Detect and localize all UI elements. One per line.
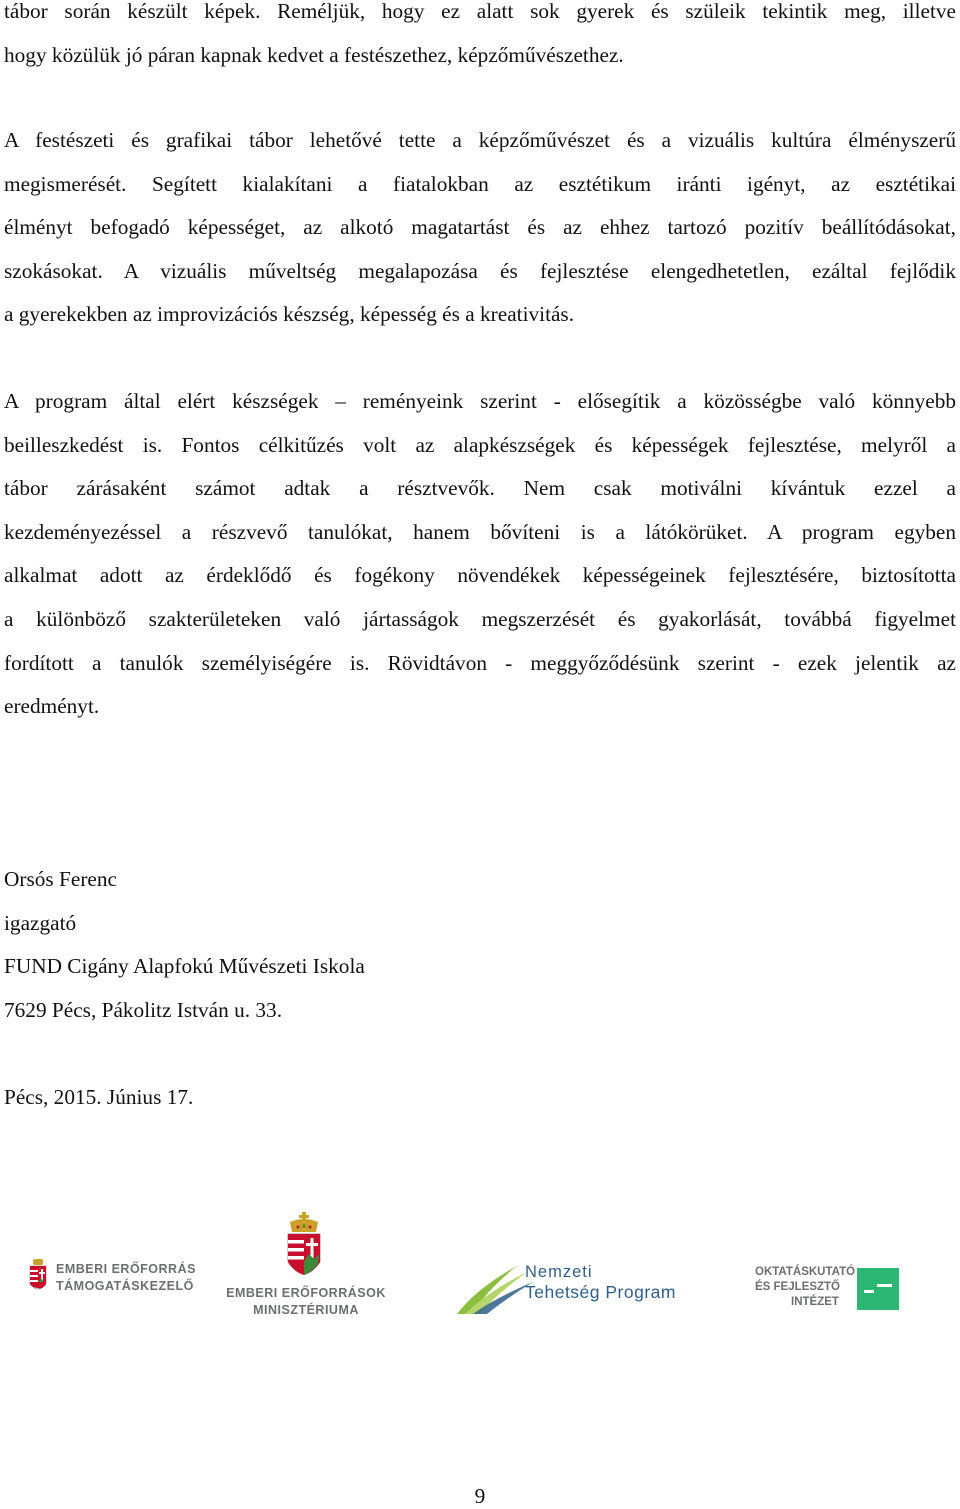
ntp-logo-line1: Nemzeti xyxy=(525,1263,593,1281)
ofi-logo-line1: OKTATÁSKUTATÓ xyxy=(755,1266,856,1278)
paragraph-3 xyxy=(4,380,956,729)
paragraph-line: tábor során készült képek. Reméljük, hogy ez alatt sok gyerek és szüleik tekintik meg, illetve xyxy=(4,0,956,23)
eet-logo-line1: EMBERI ERŐFORRÁS xyxy=(56,1262,196,1276)
ofi-logo-line2: ÉS FEJLESZTŐ xyxy=(755,1281,840,1293)
eet-logo xyxy=(28,1258,203,1298)
paragraph-1 xyxy=(4,0,956,77)
hungarian-coat-of-arms-icon xyxy=(284,1212,324,1284)
paragraph-line: A festészeti és grafikai tábor lehetővé tette a képzőművészet és a vizuális kultúra élményszerű xyxy=(4,128,956,152)
paragraph-line: tábor zárásaként számot adtak a résztvevők. Nem csak motiválni kívántuk ezzel a xyxy=(4,476,956,501)
signature-institution: FUND Cigány Alapfokú Művészeti Iskola xyxy=(4,954,365,978)
emmi-logo-line2: MINISZTÉRIUMA xyxy=(253,1303,359,1317)
paragraph-line: beilleszkedést is. Fontos célkitűzés volt az alapkészségek és képességek fejlesztése, melyről a xyxy=(4,432,956,457)
paragraph-line: A program által elért készségek – reményeink szerint - elősegítik a közösségbe való könnyebb xyxy=(4,389,956,413)
paragraph-line: a gyerekekben az improvizációs készség, képesség és a kreativitás. xyxy=(4,302,575,327)
page-number: 9 xyxy=(474,1484,486,1508)
emmi-logo xyxy=(226,1212,386,1320)
paragraph-line: eredményt. xyxy=(4,694,100,719)
eet-logo-line2: TÁMOGATÁSKEZELŐ xyxy=(56,1279,194,1293)
ntp-logo xyxy=(455,1262,685,1318)
ofi-square-icon xyxy=(857,1268,899,1310)
ofi-logo xyxy=(755,1266,905,1314)
paragraph-line: szokásokat. A vizuális műveltség megalapozása és fejlesztése elengedhetetlen, ezáltal fejlődik xyxy=(4,258,956,283)
emmi-logo-line1: EMBERI ERŐFORRÁSOK xyxy=(226,1286,386,1300)
signature-role: igazgató xyxy=(4,911,77,935)
signature-name: Orsós Ferenc xyxy=(4,867,117,891)
ofi-logo-line3: INTÉZET xyxy=(791,1296,839,1308)
paragraph-line: kezdeményezéssel a részvevő tanulókat, hanem bővíteni is a látókörüket. A program egyben xyxy=(4,519,956,544)
hungarian-coat-of-arms-icon xyxy=(28,1258,48,1296)
paragraph-line: alkalmat adott az érdeklődő és fogékony növendékek képességeinek fejlesztésére, biztosította xyxy=(4,563,956,588)
paragraph-line: a különböző szakterületeken való jártasságok megszerzését és gyakorlását, továbbá figyelmet xyxy=(4,606,956,631)
swoosh-icon xyxy=(455,1262,535,1316)
date-line: Pécs, 2015. Június 17. xyxy=(4,1085,194,1109)
paragraph-line: megismerését. Segített kialakítani a fiatalokban az esztétikum iránti igényt, az esztétikai xyxy=(4,171,956,196)
paragraph-line: fordított a tanulók személyiségére is. Rövidtávon - meggyőződésünk szerint - ezek jelentik az xyxy=(4,650,956,675)
paragraph-line: hogy közülük jó páran kapnak kedvet a festészethez, képzőművészethez. xyxy=(4,42,624,67)
signature-address: 7629 Pécs, Pákolitz István u. 33. xyxy=(4,998,283,1022)
ntp-logo-line2: Tehetség Program xyxy=(525,1282,676,1302)
paragraph-2 xyxy=(4,119,956,337)
paragraph-line: élményt befogadó képességet, az alkotó magatartást és az ehhez tartozó pozitív beállítódásokat, xyxy=(4,215,956,240)
